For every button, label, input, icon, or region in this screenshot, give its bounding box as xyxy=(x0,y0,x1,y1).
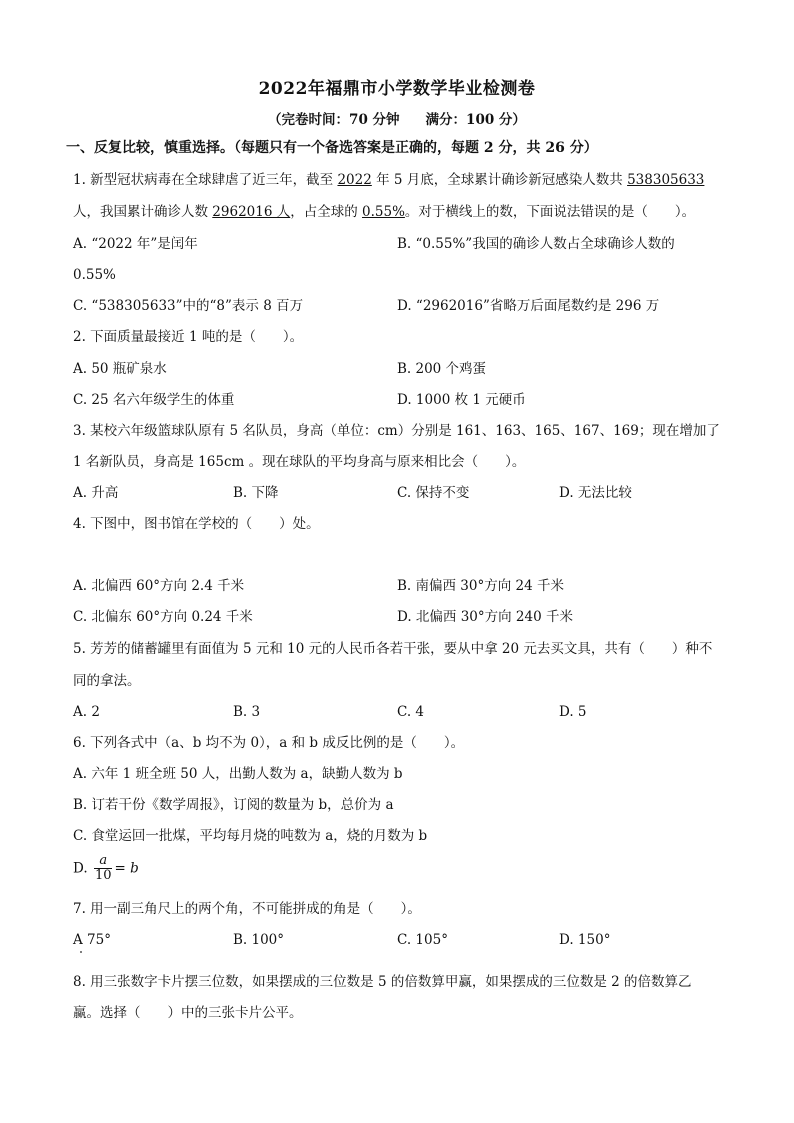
question-6-option-c[interactable]: C. 食堂运回一批煤，平均每月烧的吨数为 a，烧的月数为 b xyxy=(73,828,428,844)
section-heading: 一、反复比较，慎重选择。（每题只有一个备选答案是正确的，每题 2 分，共 26 分） xyxy=(66,140,598,156)
question-8-line-1: 8. 用三张数字卡片摆三位数，如果摆成的三位数是 5 的倍数算甲赢，如果摆成的三位数是 2 的倍数算乙 xyxy=(73,974,692,990)
fraction xyxy=(94,854,113,883)
page-title: 2022年福鼎市小学数学毕业检测卷 xyxy=(258,79,536,99)
question-4-stem: 4. 下图中，图书馆在学校的（ ）处。 xyxy=(73,516,320,532)
question-7-option-b[interactable]: B. 100° xyxy=(233,932,285,948)
question-3-option-a[interactable]: A. 升高 xyxy=(73,485,119,501)
question-2-option-b[interactable]: B. 200 个鸡蛋 xyxy=(397,361,487,377)
stray-dot xyxy=(80,951,82,953)
question-1-line-1: 1. 新型冠状病毒在全球肆虐了近三年，截至 2022 年 5 月底，全球累计确诊新冠感染人数共 538305633 xyxy=(73,172,705,188)
question-6-option-b[interactable]: B. 订若干份《数学周报》，订阅的数量为 b，总价为 a xyxy=(73,797,394,813)
question-5-line-1: 5. 芳芳的储蓄罐里有面值为 5 元和 10 元的人民币各若干张，要从中拿 20 元去买文具，共有（ ）种不 xyxy=(73,641,713,657)
question-2-stem: 2. 下面质量最接近 1 吨的是（ ）。 xyxy=(73,329,304,345)
question-1-option-b-continued: 0.55% xyxy=(73,267,116,283)
question-3-option-c[interactable]: C. 保持不变 xyxy=(397,485,470,501)
question-5-option-b[interactable]: B. 3 xyxy=(233,704,261,720)
question-2-option-d[interactable]: D. 1000 枚 1 元硬币 xyxy=(397,392,526,408)
question-4-option-c[interactable]: C. 北偏东 60°方向 0.24 千米 xyxy=(73,609,253,625)
question-5-option-a[interactable]: A. 2 xyxy=(73,704,100,720)
question-2-option-c[interactable]: C. 25 名六年级学生的体重 xyxy=(73,392,235,408)
question-3-line-2: 1 名新队员，身高是 165cm 。现在球队的平均身高与原来相比会（ ）。 xyxy=(73,454,526,470)
question-1-line-2: 人，我国累计确诊人数 2962016 人，占全球的 0.55%。对于横线上的数，下面说法错误的是（ ）。 xyxy=(73,204,696,220)
question-1-option-c[interactable]: C. “538305633”中的“8”表示 8 百万 xyxy=(73,298,304,314)
question-8-line-2: 赢。选择（ ）中的三张卡片公平。 xyxy=(73,1005,303,1021)
question-7-option-a[interactable]: A 75° xyxy=(73,932,111,948)
question-3-option-d[interactable]: D. 无法比较 xyxy=(559,485,632,501)
question-4-option-b[interactable]: B. 南偏西 30°方向 24 千米 xyxy=(397,578,564,594)
question-5-option-d[interactable]: D. 5 xyxy=(559,704,587,720)
question-1-option-b[interactable]: B. “0.55%”我国的确诊人数占全球确诊人数的 xyxy=(397,236,675,252)
question-3-line-1: 3. 某校六年级篮球队原有 5 名队员，身高（单位：cm）分别是 161、163、165、167、169；现在增加了 xyxy=(73,423,720,439)
fraction-numerator: a xyxy=(94,854,113,869)
page-subtitle xyxy=(0,108,794,128)
question-4-option-d[interactable]: D. 北偏西 30°方向 240 千米 xyxy=(397,609,573,625)
question-7-option-c[interactable]: C. 105° xyxy=(397,932,448,948)
fraction-denominator: 10 xyxy=(94,868,112,883)
question-1-option-a[interactable]: A. “2022 年”是闰年 xyxy=(73,236,198,252)
question-3-option-b[interactable]: B. 下降 xyxy=(233,485,279,501)
question-7-stem: 7. 用一副三角尺上的两个角，不可能拼成的角是（ ）。 xyxy=(73,901,421,917)
full-score: 满分：100 分） xyxy=(425,112,526,128)
question-2-option-a[interactable]: A. 50 瓶矿泉水 xyxy=(73,361,167,377)
question-6-stem: 6. 下列各式中（a、b 均不为 0），a 和 b 成反比例的是（ ）。 xyxy=(73,735,465,751)
question-5-line-2: 同的拿法。 xyxy=(73,673,141,689)
question-5-option-c[interactable]: C. 4 xyxy=(397,704,425,720)
question-7-option-d[interactable]: D. 150° xyxy=(559,932,611,948)
question-1-option-d[interactable]: D. “2962016”省略万后面尾数约是 296 万 xyxy=(397,298,660,314)
question-6-option-a[interactable]: A. 六年 1 班全班 50 人，出勤人数为 a，缺勤人数为 b xyxy=(73,766,403,782)
question-4-option-a[interactable]: A. 北偏西 60°方向 2.4 千米 xyxy=(73,578,245,594)
question-6-option-d[interactable]: D. $\frac{a}{10}$ = b xyxy=(73,853,139,883)
time-limit: （完卷时间：70 分钟 xyxy=(268,112,400,128)
